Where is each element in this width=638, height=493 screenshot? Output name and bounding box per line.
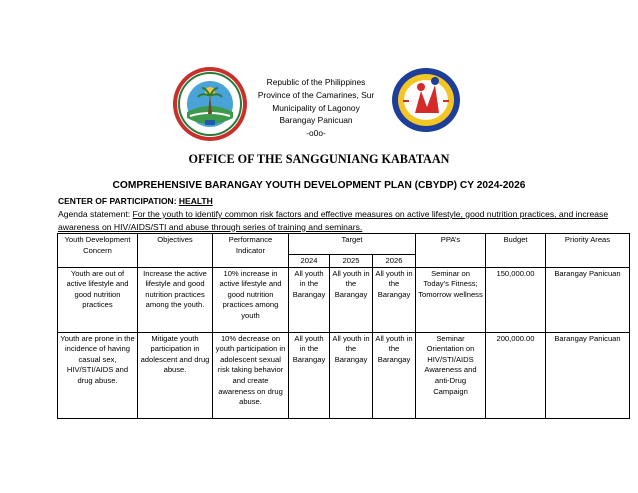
objectives-cell: Mitigate youth participation in adolescent and drug abuse. — [138, 332, 213, 418]
header-priority: Priority Areas — [546, 234, 630, 268]
barangay-panicuan-seal — [172, 66, 248, 142]
country-line: Republic of the Philippines — [266, 77, 366, 87]
indicator-cell: 10% increase in active lifestyle and good nutrition practices among youth — [213, 267, 289, 332]
header-indicator: Performance Indicator — [213, 234, 289, 268]
municipality-line: Municipality of Lagonoy — [272, 102, 360, 113]
header-target: Target — [289, 234, 416, 255]
budget-cell: 200,000.00 — [486, 332, 546, 418]
budget-cell: 150,000.00 — [486, 267, 546, 332]
year-2024: 2024 — [289, 255, 330, 268]
header-ppas: PPA’s — [416, 234, 486, 268]
office-title: OFFICE OF THE SANGGUNIANG KABATAAN — [188, 152, 450, 166]
ppas-cell: Seminar on Today’s Fitness; Tomorrow wellness — [416, 267, 486, 332]
center-label: CENTER OF PARTICIPATION: — [58, 196, 179, 206]
priority-cell: Barangay Panicuan — [546, 267, 630, 332]
year-2025: 2025 — [330, 255, 373, 268]
target-2026-cell: All youth in the Barangay — [373, 332, 416, 418]
year-2026: 2026 — [373, 255, 416, 268]
agenda-statement — [58, 208, 628, 233]
target-2025-cell: All youth in the Barangay — [330, 267, 373, 332]
indicator-cell: 10% decrease on youth participation in adolescent sexual risk taking behavior and create awareness on drug abuse. — [213, 332, 289, 418]
province-line: Province of the Camarines, Sur — [257, 89, 375, 100]
agenda-label: Agenda statement: — [58, 209, 133, 219]
divider-line: -o0o- — [306, 128, 326, 139]
ppas-cell: Seminar Orientation on HIV/STI/AIDS Awareness and anti-Drug Campaign — [416, 332, 486, 418]
table-header-row — [58, 234, 630, 255]
table-row — [58, 267, 630, 332]
barangay-line: Barangay Panicuan — [279, 115, 353, 126]
concern-cell: Youth are prone in the incidence of having casual sex, HIV/STI/AIDS and drug abuse. — [58, 332, 138, 418]
target-2024-cell: All youth in the Barangay — [289, 332, 330, 418]
letterhead — [252, 76, 380, 140]
objectives-cell: Increase the active lifestyle and good nutrition practices among the youth. — [138, 267, 213, 332]
cbydp-table — [57, 233, 630, 419]
target-2025-cell: All youth in the Barangay — [330, 332, 373, 418]
center-of-participation — [58, 196, 213, 206]
target-2024-cell: All youth in the Barangay — [289, 267, 330, 332]
plan-title: COMPREHENSIVE BARANGAY YOUTH DEVELOPMENT PLAN (CBYDP) CY 2024-2026 — [112, 180, 526, 191]
header-concern: Youth Development Concern — [58, 234, 138, 268]
header-budget: Budget — [486, 234, 546, 268]
concern-cell: Youth are out of active lifestyle and good nutrition practices — [58, 267, 138, 332]
sangguniang-kabataan-seal — [391, 67, 461, 133]
table-row — [58, 332, 630, 418]
priority-cell: Barangay Panicuan — [546, 332, 630, 418]
target-2026-cell: All youth in the Barangay — [373, 267, 416, 332]
agenda-text: For the youth to identify common risk factors and effective measures on active lifestyle, good nutrition practices, and increase awareness on HIV/AIDS/STI and abuse through series of training and seminars. — [58, 209, 609, 232]
header-objectives: Objectives — [138, 234, 213, 268]
center-value: HEALTH — [178, 196, 213, 206]
